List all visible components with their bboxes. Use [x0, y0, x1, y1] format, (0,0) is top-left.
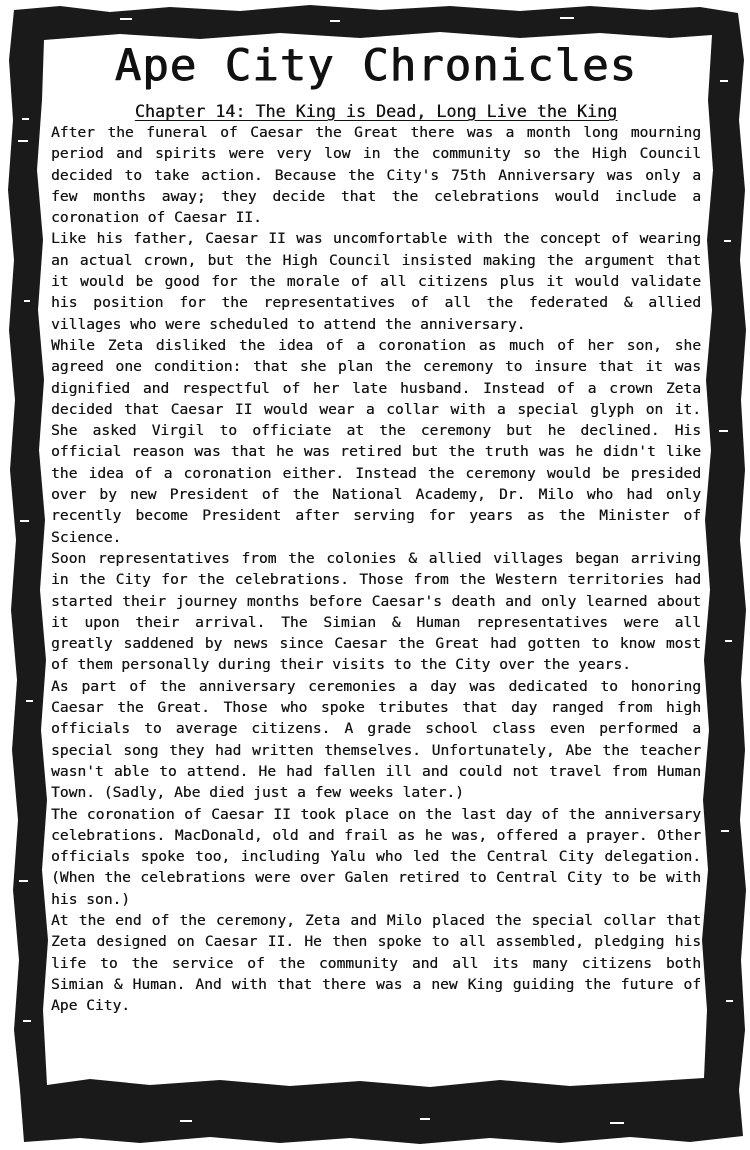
- paragraph: Soon representatives from the colonies & allied villages began arriving in the City for the celebrations. Those from the Western territories had started their journey months before Caesar's death and only learned about it upon their arrival. The Simian & Human representatives were all greatly saddened by news since Caesar the Great had gotten to know most of them personally during their visits to the City over the years.: [51, 549, 701, 674]
- paragraph: While Zeta disliked the idea of a coronation as much of her son, she agreed one condition: that she plan the ceremony to insure that it was dignified and respectful of her late husband. Instead of a crown Zeta decided that Caesar II would wear a collar with a special glyph on it. She asked Virgil to officiate at the ceremony but he declined. His official reason was that he was retired but the truth was he didn't like the idea of a coronation either. Instead the ceremony would be presided over by new President of the National Academy, Dr. Milo who had only recently become President after serving for years as the Minister of Science.: [51, 336, 701, 546]
- paragraph: Like his father, Caesar II was uncomfortable with the concept of wearing an actual crown, but the High Council insisted making the argument that it would be good for the morale of all citizens plus it would validate his position for the representatives of all the federated & allied villages who were scheduled to attend the anniversary.: [51, 230, 701, 333]
- paragraph: At the end of the ceremony, Zeta and Milo placed the special collar that Zeta designed on Caesar II. He then spoke to all assembled, pledging his life to the service of the community and all its many citizens both Simian & Human. And with that there was a new King guiding the future of Ape City.: [51, 911, 701, 1015]
- article-body: [51, 122, 701, 1016]
- chapter-heading: Chapter 14: The King is Dead, Long Live the King: [134, 101, 618, 121]
- article: [51, 36, 701, 1106]
- masthead-title: Ape City Chronicles: [114, 40, 638, 91]
- paragraph: The coronation of Caesar II took place on the last day of the anniversary celebrations. MacDonald, old and frail as he was, offered a prayer. Other officials spoke too, including Yalu who led the Central City delegation. (When the celebrations were over Galen retired to Central City to be with his son.): [51, 805, 701, 908]
- paragraph: As part of the anniversary ceremonies a day was dedicated to honoring Caesar the Great. Those who spoke tributes that day ranged from high officials to average citizens. A grade school class even performed a special song they had written themselves. Unfortunately, Abe the teacher wasn't able to attend. He had fallen ill and could not travel from Human Town. (Sadly, Abe died just a few weeks later.): [51, 677, 701, 802]
- paragraph: After the funeral of Caesar the Great there was a month long mourning period and spirits were very low in the community so the High Council decided to take action. Because the City's 75th Anniversary was only a few months away; they decide that the celebrations would include a coronation of Caesar II.: [51, 124, 701, 227]
